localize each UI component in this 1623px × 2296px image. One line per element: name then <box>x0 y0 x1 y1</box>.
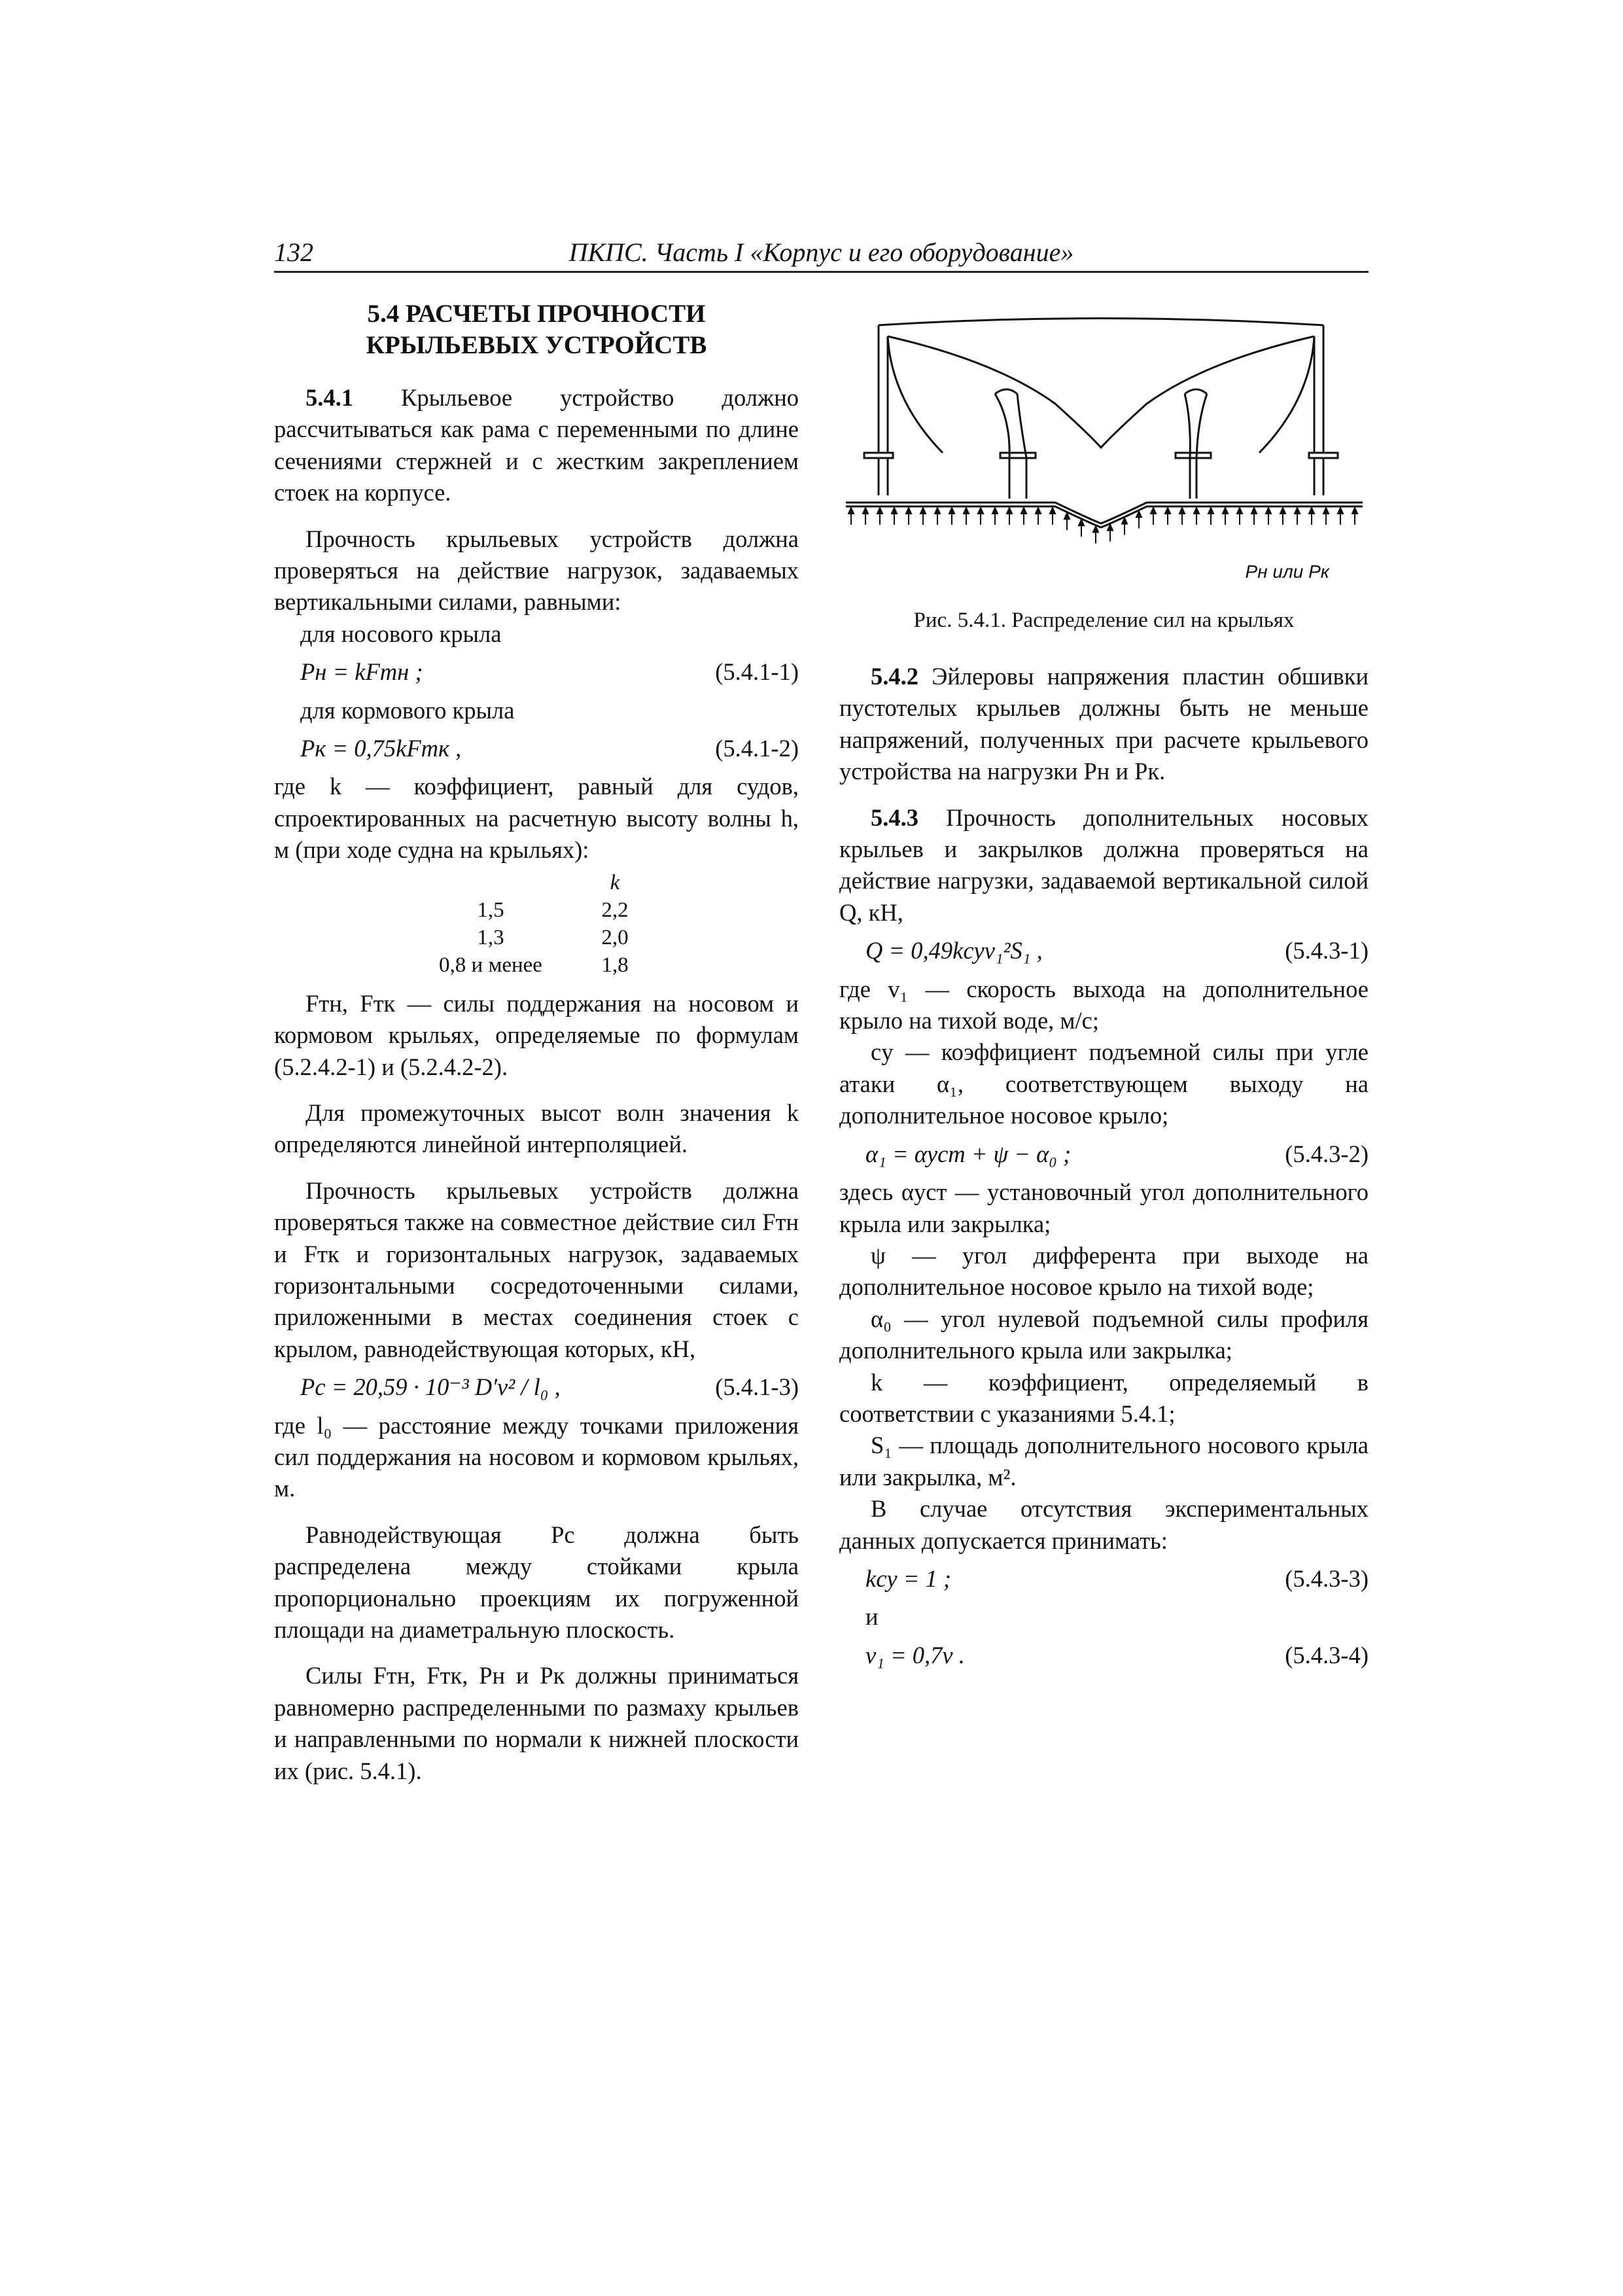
figure-caption: Рис. 5.4.1. Распределение сил на крыльях <box>913 609 1295 632</box>
force-arrowhead <box>1309 508 1314 514</box>
force-arrowhead <box>1036 508 1041 514</box>
paragraph: Прочность крыльевых устройств должна проверяться на действие нагрузок, задаваемых вертикальными силами, равными: <box>274 525 799 616</box>
force-arrowhead <box>1223 508 1228 514</box>
clause-number: 5.4.2 <box>871 663 918 690</box>
paragraph: Равнодействующая Pс должна быть распределена между стойками крыла пропорционально проекциям их погруженной площади на диаметральную плоскость. <box>274 1521 799 1643</box>
formula-number: (5.4.1-2) <box>715 735 799 762</box>
force-arrowhead <box>992 508 998 514</box>
force-arrowhead <box>1208 508 1213 514</box>
force-arrowhead <box>978 508 983 514</box>
force-arrowhead <box>1352 508 1357 514</box>
formula-5-4-3-4 <box>839 1640 1369 1671</box>
formula-number: (5.4.1-1) <box>715 658 799 686</box>
force-arrowhead <box>1050 508 1055 514</box>
force-label: Pн или Pк <box>1245 561 1329 582</box>
formula-number: (5.4.3-1) <box>1285 937 1369 964</box>
paragraph-5-4-2 <box>839 661 1369 788</box>
force-arrowhead <box>1108 525 1113 531</box>
figure-force-distribution <box>839 302 1369 610</box>
stern-label: для кормового крыла <box>300 696 515 724</box>
formula-5-4-3-2 <box>839 1139 1369 1170</box>
force-arrowhead <box>935 508 940 514</box>
clause-number: 5.4.3 <box>871 804 918 831</box>
force-arrowhead <box>1295 508 1300 514</box>
paragraph: cy — коэффициент подъемной силы при угле атаки α₁, соответствующем выходу на дополнительное носовое крыло; <box>839 1038 1369 1129</box>
table-cell: 1,5 <box>477 898 504 922</box>
force-arrowhead <box>1151 508 1156 514</box>
force-arrowhead <box>848 508 854 514</box>
force-arrowhead <box>1179 508 1185 514</box>
formula: kcy = 1 ; <box>865 1564 952 1592</box>
clause-number: 5.4.1 <box>305 384 353 411</box>
table-header-k: k <box>610 870 620 894</box>
formula-5-4-1-2 <box>274 733 799 764</box>
table-row <box>415 951 664 979</box>
paragraph: В случае отсутствия экспериментальных данных допускается принимать: <box>839 1495 1369 1554</box>
table-cell: 1,3 <box>477 925 504 949</box>
page-number: 132 <box>274 238 313 267</box>
force-arrowhead <box>1237 508 1242 514</box>
formula-5-4-3-1 <box>839 935 1369 966</box>
formula-5-4-1-3 <box>274 1371 799 1403</box>
force-arrowhead <box>1194 508 1199 514</box>
force-arrowhead <box>1136 511 1142 517</box>
page-header <box>274 237 1369 273</box>
table-row <box>415 924 664 951</box>
paragraph: k — коэффициент, определяемый в соответствии с указаниями 5.4.1; <box>839 1368 1369 1427</box>
force-arrowhead <box>892 508 897 514</box>
table-cell: 0,8 и менее <box>439 953 542 977</box>
force-arrowhead <box>877 508 882 514</box>
paragraph-text: Прочность дополнительных носовых крыльев и закрылков должна проверяться на действие нагрузки, задаваемой вертикальной силой Q, кН, <box>839 804 1369 926</box>
k-coefficient-table <box>415 869 664 979</box>
formula-number: (5.4.3-3) <box>1285 1564 1369 1592</box>
force-arrowhead <box>1093 526 1098 532</box>
force-arrowhead <box>1064 513 1070 519</box>
table-cell: 2,0 <box>601 925 629 949</box>
left-column <box>274 298 799 1787</box>
force-arrowhead <box>964 508 969 514</box>
formula-5-4-3-3 <box>839 1563 1369 1595</box>
force-arrowhead <box>1323 508 1329 514</box>
table-cell: 1,8 <box>601 953 629 977</box>
paragraph: где k — коэффициент, равный для судов, спроектированных на расчетную высоту волны h, м (при ходе судна на крыльях): <box>274 773 799 864</box>
paragraph: Прочность крыльевых устройств должна проверяться также на совместное действие сил Fтн и Fтк и горизонтальных нагрузок, задаваемых горизонтальными сосредоточенными силами, приложенными в местах соединения стоек с крылом, равнодействующая которых, кН, <box>274 1176 799 1362</box>
force-arrowhead <box>1338 508 1343 514</box>
formula: α₁ = αуст + ψ − α₀ ; <box>865 1140 1072 1167</box>
force-arrowhead <box>949 508 954 514</box>
paragraph: S₁ — площадь дополнительного носового крыла или закрылка, м². <box>839 1432 1369 1491</box>
formula-number: (5.4.3-2) <box>1285 1140 1369 1167</box>
running-title: ПКПС. Часть I «Корпус и его оборудование» <box>568 238 1074 267</box>
section-title-line1: 5.4 РАСЧЕТЫ ПРОЧНОСТИ <box>367 300 706 328</box>
force-arrowhead <box>1266 508 1271 514</box>
paragraph: где l₀ — расстояние между точками приложения сил поддержания на носовом и кормовом крыльях, м. <box>274 1411 799 1502</box>
section-title-line2: КРЫЛЬЕВЫХ УСТРОЙСТВ <box>366 331 707 359</box>
paragraph: ψ — угол дифферента при выходе на дополнительное носовое крыло на тихой воде; <box>839 1241 1369 1301</box>
formula-5-4-1-1 <box>274 656 799 688</box>
paragraph: где v₁ — скорость выхода на дополнительное крыло на тихой воде, м/с; <box>839 975 1369 1034</box>
table-cell: 2,2 <box>601 898 629 922</box>
force-arrowhead <box>906 508 911 514</box>
formula: v₁ = 0,7v . <box>865 1641 965 1669</box>
paragraph: α₀ — угол нулевой подъемной силы профиля дополнительного крыла или закрылка; <box>839 1305 1369 1364</box>
paragraph: здесь αуст — установочный угол дополнительного крыла или закрылка; <box>839 1178 1369 1237</box>
force-arrowhead <box>1021 508 1026 514</box>
formula: Pн = kFтн ; <box>300 658 423 686</box>
paragraph: Для промежуточных высот волн значения k определяются линейной интерполяцией. <box>274 1099 799 1158</box>
force-arrowhead <box>1280 508 1285 514</box>
force-arrowhead <box>1251 508 1257 514</box>
paragraph-5-4-3 <box>839 802 1369 929</box>
force-arrowhead <box>920 508 926 514</box>
table-row <box>415 896 664 924</box>
formula: Q = 0,49kcyv₁²S₁ , <box>865 937 1043 964</box>
formula-number: (5.4.1-3) <box>715 1373 799 1401</box>
paragraph-5-4-1 <box>274 382 799 509</box>
formula-number: (5.4.3-4) <box>1285 1641 1369 1669</box>
paragraph-text: Крыльевое устройство должно рассчитываться как рама с переменными по длине сечениями стержней и с жестким закреплением стоек на корпусе. <box>274 384 799 506</box>
paragraph: Fтн, Fтк — силы поддержания на носовом и кормовом крыльях, определяемые по формулам (5.2.4.2-1) и (5.2.4.2-2). <box>274 989 799 1080</box>
conjunction: и <box>865 1603 879 1631</box>
force-arrowhead <box>863 508 868 514</box>
bow-label: для носового крыла <box>300 620 502 647</box>
formula: Pк = 0,75kFтк , <box>300 735 462 762</box>
paragraph-text: Эйлеровы напряжения пластин обшивки пустотелых крыльев должны быть не меньше напряжений, полученных при расчете крыльевого устройства на нагрузки Pн и Pк. <box>839 663 1369 785</box>
force-arrowhead <box>1165 508 1170 514</box>
force-arrowhead <box>1007 508 1012 514</box>
paragraph: Силы Fтн, Fтк, Pн и Pк должны приниматься равномерно распределенными по размаху крыльев и направленными по нормали к нижней плоскости их (рис. 5.4.1). <box>274 1662 799 1784</box>
section-title <box>274 298 799 361</box>
formula: Pс = 20,59 · 10⁻³ D′v² / l₀ , <box>300 1373 561 1401</box>
hydrofoil-diagram <box>839 302 1369 564</box>
right-column <box>839 661 1369 1678</box>
